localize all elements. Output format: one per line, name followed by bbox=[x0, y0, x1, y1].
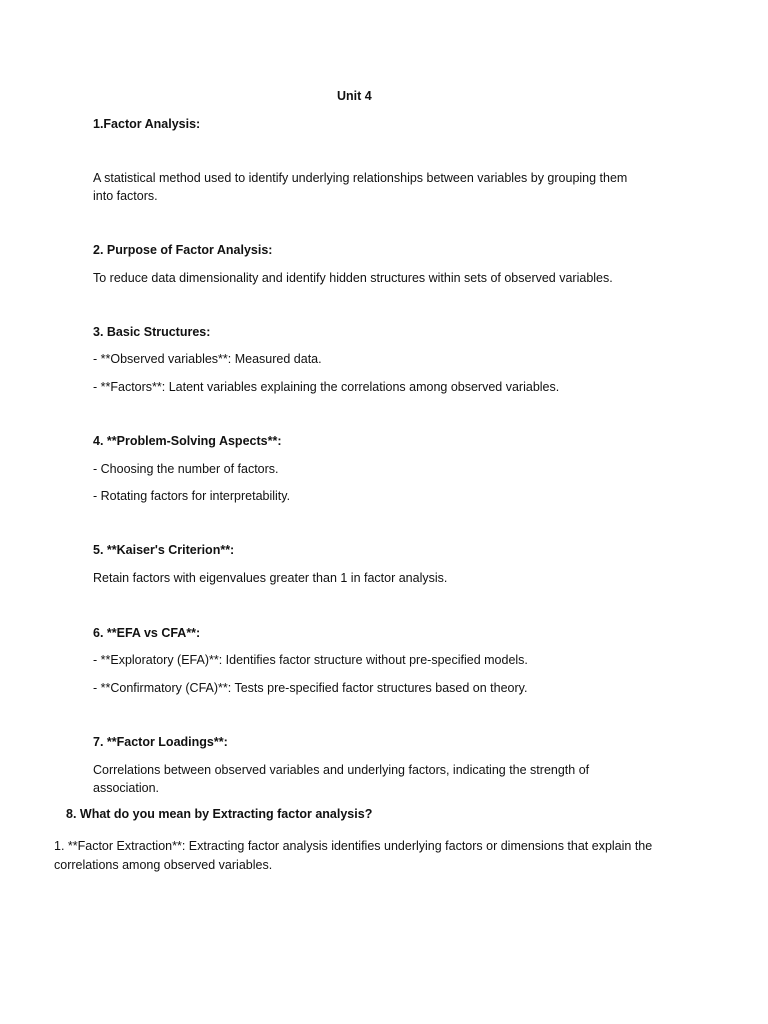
section-8-heading: 8. What do you mean by Extracting factor analysis? bbox=[66, 807, 373, 821]
section-7-heading: 7. **Factor Loadings**: bbox=[93, 735, 228, 749]
section-5-heading: 5. **Kaiser's Criterion**: bbox=[93, 543, 235, 557]
section-6-item-1: - **Exploratory (EFA)**: Identifies factor structure without pre-specified models. bbox=[93, 653, 528, 667]
section-4-item-2: - Rotating factors for interpretability. bbox=[93, 489, 291, 503]
section-6-item-2: - **Confirmatory (CFA)**: Tests pre-specified factor structures based on theory. bbox=[93, 681, 528, 695]
section-3-item-1: - **Observed variables**: Measured data. bbox=[93, 352, 322, 366]
section-3-heading: 3. Basic Structures: bbox=[93, 325, 211, 339]
page-title: Unit 4 bbox=[337, 89, 372, 103]
section-1-text-line-1: A statistical method used to identify underlying relationships between variables by grouping them bbox=[93, 171, 628, 185]
section-7-text-line-2: association. bbox=[93, 781, 160, 795]
section-4-heading: 4. **Problem-Solving Aspects**: bbox=[93, 434, 282, 448]
section-2-heading: 2. Purpose of Factor Analysis: bbox=[93, 243, 273, 257]
section-3-item-2: - **Factors**: Latent variables explaining the correlations among observed variables. bbox=[93, 380, 560, 394]
section-8-text-line-2: correlations among observed variables. bbox=[54, 858, 273, 872]
section-2-text: To reduce data dimensionality and identify hidden structures within sets of observed variables. bbox=[93, 271, 613, 285]
section-4-item-1: - Choosing the number of factors. bbox=[93, 462, 279, 476]
section-5-text: Retain factors with eigenvalues greater than 1 in factor analysis. bbox=[93, 571, 448, 585]
section-1-text-line-2: into factors. bbox=[93, 189, 158, 203]
section-6-heading: 6. **EFA vs CFA**: bbox=[93, 626, 201, 640]
section-7-text-line-1: Correlations between observed variables and underlying factors, indicating the strength of bbox=[93, 763, 590, 777]
section-8-text-line-1: 1. **Factor Extraction**: Extracting factor analysis identifies underlying factors or dimensions that explain the bbox=[54, 839, 653, 853]
section-1-heading: 1.Factor Analysis: bbox=[93, 117, 201, 131]
